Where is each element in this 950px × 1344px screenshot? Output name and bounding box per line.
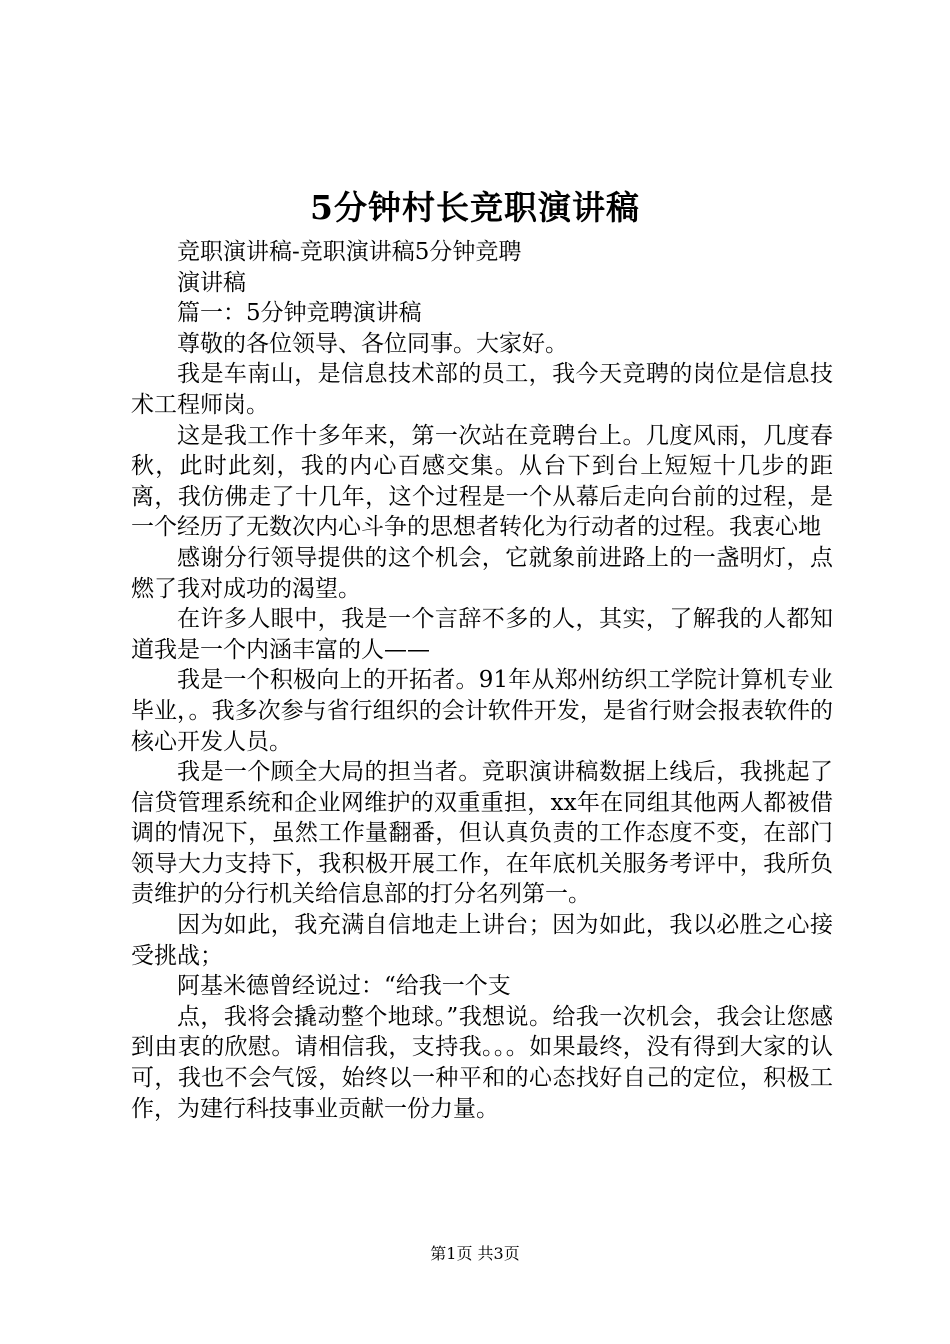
paragraph: 阿基米德曾经说过：“给我一个支 [177, 973, 511, 1000]
paragraph: 尊敬的各位领导、各位同事。大家好。 [177, 330, 568, 357]
paragraph: 竞职演讲稿-竞职演讲稿5分钟竞聘 [177, 239, 522, 265]
paragraph: 这是我工作十多年来，第一次站在竞聘台上。几度风雨，几度春秋，此时此刻，我的内心百感交集。从台下到台上短短十几步的距离，我仿佛走了十几年，这个过程是一个从幕后走向台前的过程，是一个经历了无数次内心斗争的思想者转化为行动者的过程。我衷心地 [131, 422, 833, 541]
paragraph: 我是车南山，是信息技术部的员工，我今天竞聘的岗位是信息技术工程师岗。 [131, 361, 833, 418]
paragraph: 演讲稿 [177, 269, 246, 296]
document-title: 5分钟村长竞职演讲稿 [310, 188, 640, 227]
paragraph: 点，我将会撬动整个地球。”我想说。给我一次机会，我会让您感到由衷的欣慰。请相信我，支持我。。。如果最终，没有得到大家的认可，我也不会气馁，始终以一种平和的心态找好自己的定位，积极工作，为建行科技事业贡献一份力量。 [131, 1003, 833, 1122]
document-body [131, 237, 833, 1124]
page-number: 第1页 共3页 [430, 1244, 520, 1263]
paragraph: 在许多人眼中，我是一个言辞不多的人，其实，了解我的人都知道我是一个内涵丰富的人—— [131, 606, 833, 663]
paragraph: 篇一：5分钟竞聘演讲稿 [177, 300, 422, 327]
paragraph: 因为如此，我充满自信地走上讲台；因为如此，我以必胜之心接受挑战； [131, 912, 833, 969]
paragraph: 感谢分行领导提供的这个机会，它就象前进路上的一盏明灯，点燃了我对成功的渴望。 [131, 544, 833, 602]
paragraph: 我是一个积极向上的开拓者。91年从郑州纺织工学院计算机专业毕业，。我多次参与省行组织的会计软件开发，是省行财会报表软件的核心开发人员。 [131, 667, 833, 755]
paragraph: 我是一个顾全大局的担当者。竞职演讲稿数据上线后，我挑起了信贷管理系统和企业网维护的双重重担，xx年在同组其他两人都被借调的情况下，虽然工作量翻番，但认真负责的工作态度不变，在部门领导大力支持下，我积极开展工作，在年底机关服务考评中，我所负责维护的分行机关给信息部的打分名列第一。 [131, 759, 833, 908]
